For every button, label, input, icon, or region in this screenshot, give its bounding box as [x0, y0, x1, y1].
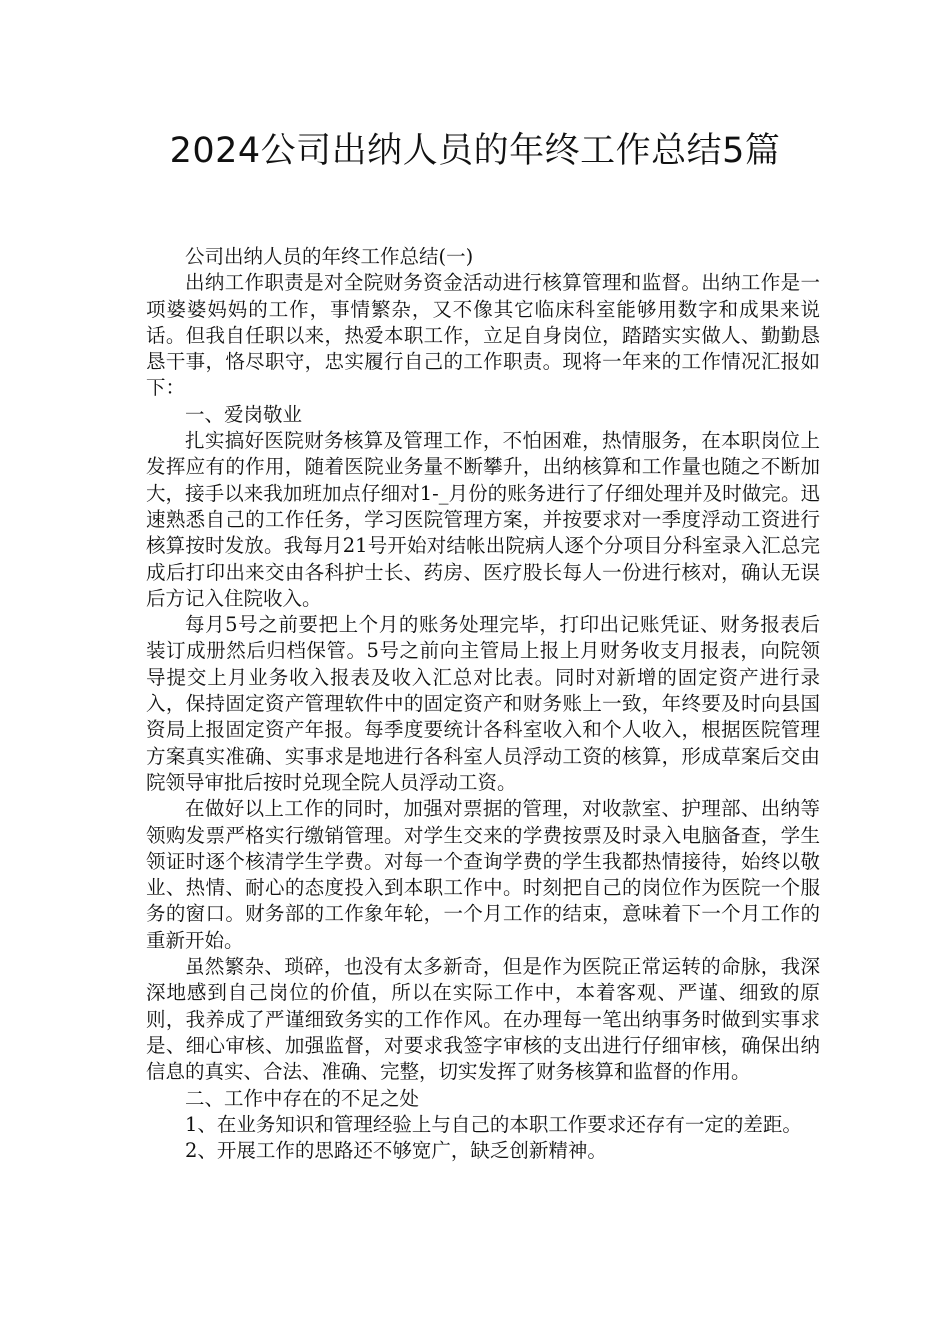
paragraph-intro: 出纳工作职责是对全院财务资金活动进行核算管理和监督。出纳工作是一项婆婆妈妈的工作，事情繁杂，又不像其它临床科室能够用数字和成果来说话。但我自任职以来，热爱本职工作，立足自身岗位，踏踏实实做人、勤勤恳恳干事，恪尽职守，忠实履行自己的工作职责。现将一年来的工作情况汇报如下： — [146, 271, 820, 400]
paragraph-accounting-work: 扎实搞好医院财务核算及管理工作，不怕困难，热情服务，在本职岗位上发挥应有的作用，随着医院业务量不断攀升，出纳核算和工作量也随之不断加大，接手以来我加班加点仔细对1-_月份的账务进行了仔细处理并及时做完。迅速熟悉自己的工作任务，学习医院管理方案，并按要求对一季度浮动工资进行核算按时发放。我每月21号开始对结帐出院病人逐个分项目分科室录入汇总完成后打印出来交由各科护士长、药房、医疗股长每人一份进行核对，确认无误后方记入住院收入。 — [146, 429, 820, 610]
document-title: 2024公司出纳人员的年终工作总结5篇 — [169, 131, 781, 171]
paragraph-work-style: 虽然繁杂、琐碎，也没有太多新奇，但是作为医院正常运转的命脉，我深深地感到自己岗位的价值，所以在实际工作中，本着客观、严谨、细致的原则，我养成了严谨细致务实的工作作风。在办理每一笔出纳事务时做到实事求是、细心审核、加强监督，对要求我签字审核的支出进行仔细审核，确保出纳信息的真实、合法、准确、完整，切实发挥了财务核算和监督的作用。 — [146, 955, 820, 1084]
paragraph-monthly-reports: 每月5号之前要把上个月的账务处理完毕，打印出记账凭证、财务报表后装订成册然后归档保管。5号之前向主管局上报上月财务收支月报表，向院领导提交上月业务收入报表及收入汇总对比表。同时对新增的固定资产进行录入，保持固定资产管理软件中的固定资产和财务账上一致，年终要及时向县国资局上报固定资产年报。每季度要统计各科室收入和个人收入，根据医院管理方案真实准确、实事求是地进行各科室人员浮动工资的核算，形成草案后交由院领导审批后按时兑现全院人员浮动工资。 — [146, 613, 820, 794]
section-heading-shortcomings: 二、工作中存在的不足之处 — [185, 1086, 420, 1110]
paragraph-invoice-management: 在做好以上工作的同时，加强对票据的管理，对收款室、护理部、出纳等领购发票严格实行缴销管理。对学生交来的学费按票及时录入电脑备查，学生领证时逐个核清学生学费。对每一个查询学费的学生我都热情接待，始终以敬业、热情、耐心的态度投入到本职工作中。时刻把自己的岗位作为医院一个服务的窗口。财务部的工作象年轮，一个月工作的结束，意味着下一个月工作的重新开始。 — [146, 797, 820, 952]
document-body — [146, 244, 820, 1164]
section-heading-dedication: 一、爱岗敬业 — [185, 402, 303, 426]
list-item-shortcoming-1: 1、在业务知识和管理经验上与自己的本职工作要求还存有一定的差距。 — [185, 1112, 802, 1136]
section-heading-summary-one: 公司出纳人员的年终工作总结(一) — [185, 245, 474, 268]
list-item-shortcoming-2: 2、开展工作的思路还不够宽广，缺乏创新精神。 — [185, 1139, 607, 1163]
